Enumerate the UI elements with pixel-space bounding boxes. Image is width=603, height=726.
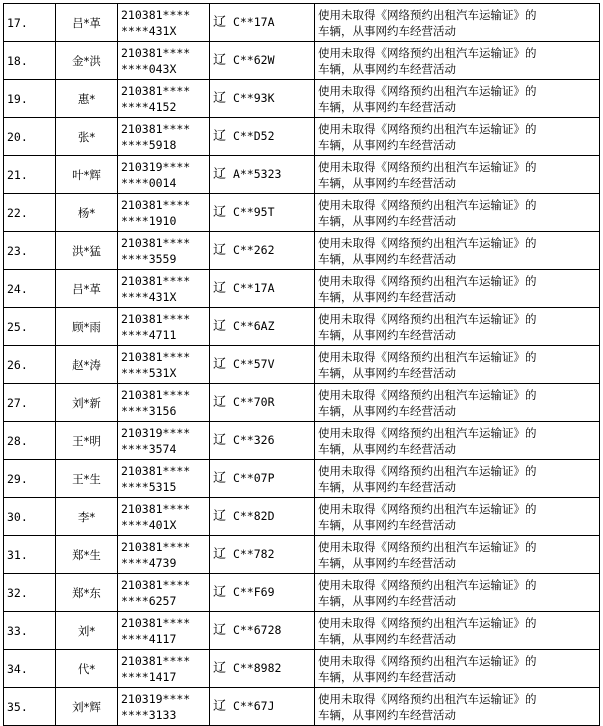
violation-reason-line1: 使用未取得《网络预约出租汽车运输证》的 (318, 349, 537, 364)
person-name: 郑*生 (56, 536, 118, 574)
id-number-cell (118, 232, 210, 270)
plate-cell (210, 156, 315, 194)
row-number: 35. (4, 688, 56, 726)
person-name: 刘* (56, 612, 118, 650)
violation-reason-line2: 车辆，从事网约车经营活动 (318, 99, 456, 114)
plate-number: C**D52 (232, 129, 275, 143)
id-number-line2: ****5918 (121, 137, 177, 152)
violation-reason-line2: 车辆，从事网约车经营活动 (318, 669, 456, 684)
records-table-body (4, 4, 600, 726)
violation-reason-cell (315, 232, 600, 270)
violation-reason-cell (315, 42, 600, 80)
table-row (4, 460, 600, 498)
violation-reason-cell (315, 270, 600, 308)
id-number-line2: ****0014 (121, 175, 177, 190)
person-name: 刘*新 (56, 384, 118, 422)
violation-reason-line2: 车辆，从事网约车经营活动 (318, 631, 456, 646)
id-number-line2: ****4117 (121, 631, 177, 646)
plate-cell (210, 612, 315, 650)
plate-province: 辽 (213, 53, 227, 68)
row-number: 17. (4, 4, 56, 42)
violation-reason-line2: 车辆，从事网约车经营活动 (318, 517, 456, 532)
table-row (4, 612, 600, 650)
plate-cell (210, 194, 315, 232)
row-number: 18. (4, 42, 56, 80)
violation-reason-line2: 车辆，从事网约车经营活动 (318, 593, 456, 608)
violation-reason-cell (315, 422, 600, 460)
violation-reason-line1: 使用未取得《网络预约出租汽车运输证》的 (318, 691, 537, 706)
violation-reason-line1: 使用未取得《网络预约出租汽车运输证》的 (318, 311, 537, 326)
person-name: 杨* (56, 194, 118, 232)
violation-reason-line1: 使用未取得《网络预约出租汽车运输证》的 (318, 7, 537, 22)
violation-reason-cell (315, 156, 600, 194)
row-number: 34. (4, 650, 56, 688)
violation-reason-line2: 车辆，从事网约车经营活动 (318, 61, 456, 76)
violation-reason-line1: 使用未取得《网络预约出租汽车运输证》的 (318, 273, 537, 288)
table-row (4, 688, 600, 726)
table-row (4, 574, 600, 612)
id-number-cell (118, 498, 210, 536)
plate-province: 辽 (213, 15, 227, 30)
table-row (4, 156, 600, 194)
violation-reason-cell (315, 536, 600, 574)
table-row (4, 422, 600, 460)
person-name: 李* (56, 498, 118, 536)
id-number-line2: ****3156 (121, 403, 177, 418)
table-row (4, 80, 600, 118)
violation-reason-cell (315, 650, 600, 688)
id-number-line2: ****4711 (121, 327, 177, 342)
violation-reason-cell (315, 4, 600, 42)
id-number-line1: 210381**** (121, 7, 191, 22)
plate-cell (210, 688, 315, 726)
id-number-line1: 210319**** (121, 159, 191, 174)
plate-province: 辽 (213, 91, 227, 106)
violation-reason-line1: 使用未取得《网络预约出租汽车运输证》的 (318, 463, 537, 478)
violation-reason-line1: 使用未取得《网络预约出租汽车运输证》的 (318, 425, 537, 440)
plate-province: 辽 (213, 547, 227, 562)
id-number-line1: 210381**** (121, 615, 191, 630)
row-number: 22. (4, 194, 56, 232)
table-row (4, 498, 600, 536)
violation-reason-cell (315, 612, 600, 650)
plate-cell (210, 650, 315, 688)
id-number-cell (118, 194, 210, 232)
id-number-line1: 210319**** (121, 425, 191, 440)
plate-number: C**67J (232, 699, 275, 713)
id-number-cell (118, 270, 210, 308)
row-number: 32. (4, 574, 56, 612)
plate-number: C**82D (232, 509, 275, 523)
id-number-cell (118, 650, 210, 688)
person-name: 顾*雨 (56, 308, 118, 346)
plate-province: 辽 (213, 319, 227, 334)
violation-reason-line1: 使用未取得《网络预约出租汽车运输证》的 (318, 159, 537, 174)
table-row (4, 118, 600, 156)
violation-reason-line1: 使用未取得《网络预约出租汽车运输证》的 (318, 387, 537, 402)
plate-province: 辽 (213, 243, 227, 258)
table-row (4, 42, 600, 80)
id-number-line2: ****4152 (121, 99, 177, 114)
plate-province: 辽 (213, 585, 227, 600)
id-number-cell (118, 80, 210, 118)
violation-reason-line1: 使用未取得《网络预约出租汽车运输证》的 (318, 121, 537, 136)
table-row (4, 536, 600, 574)
person-name: 刘*辉 (56, 688, 118, 726)
plate-province: 辽 (213, 281, 227, 296)
row-number: 31. (4, 536, 56, 574)
id-number-line1: 210381**** (121, 273, 191, 288)
person-name: 王*生 (56, 460, 118, 498)
violation-reason-cell (315, 194, 600, 232)
id-number-line1: 210381**** (121, 45, 191, 60)
id-number-cell (118, 4, 210, 42)
violation-reason-line2: 车辆，从事网约车经营活动 (318, 707, 456, 722)
violation-reason-line1: 使用未取得《网络预约出租汽车运输证》的 (318, 235, 537, 250)
violation-reason-line1: 使用未取得《网络预约出租汽车运输证》的 (318, 197, 537, 212)
plate-number: C**782 (232, 547, 275, 561)
plate-province: 辽 (213, 661, 227, 676)
table-row (4, 384, 600, 422)
table-row (4, 346, 600, 384)
id-number-line1: 210381**** (121, 235, 191, 250)
person-name: 张* (56, 118, 118, 156)
id-number-line1: 210381**** (121, 197, 191, 212)
violation-reason-cell (315, 308, 600, 346)
violation-reason-cell (315, 574, 600, 612)
person-name: 金*洪 (56, 42, 118, 80)
id-number-line2: ****3559 (121, 251, 177, 266)
violation-reason-line2: 车辆，从事网约车经营活动 (318, 137, 456, 152)
row-number: 20. (4, 118, 56, 156)
person-name: 洪*猛 (56, 232, 118, 270)
row-number: 28. (4, 422, 56, 460)
plate-cell (210, 384, 315, 422)
plate-number: C**17A (232, 15, 275, 29)
id-number-line2: ****1417 (121, 669, 177, 684)
id-number-cell (118, 42, 210, 80)
id-number-cell (118, 460, 210, 498)
plate-cell (210, 574, 315, 612)
id-number-line2: ****401X (121, 517, 177, 532)
violation-reason-cell (315, 80, 600, 118)
plate-province: 辽 (213, 129, 227, 144)
id-number-line1: 210381**** (121, 83, 191, 98)
id-number-cell (118, 422, 210, 460)
plate-number: A**5323 (232, 167, 282, 181)
plate-number: C**62W (232, 53, 275, 67)
id-number-line1: 210381**** (121, 387, 191, 402)
violation-reason-cell (315, 460, 600, 498)
row-number: 21. (4, 156, 56, 194)
id-number-line2: ****5315 (121, 479, 177, 494)
person-name: 郑*东 (56, 574, 118, 612)
violation-reason-line2: 车辆，从事网约车经营活动 (318, 555, 456, 570)
id-number-line2: ****3574 (121, 441, 177, 456)
row-number: 33. (4, 612, 56, 650)
id-number-line1: 210319**** (121, 691, 191, 706)
row-number: 25. (4, 308, 56, 346)
id-number-line1: 210381**** (121, 121, 191, 136)
violation-reason-line2: 车辆，从事网约车经营活动 (318, 213, 456, 228)
row-number: 24. (4, 270, 56, 308)
violation-reason-cell (315, 688, 600, 726)
plate-province: 辽 (213, 699, 227, 714)
row-number: 29. (4, 460, 56, 498)
violation-reason-cell (315, 384, 600, 422)
id-number-line2: ****043X (121, 61, 177, 76)
violation-reason-line1: 使用未取得《网络预约出租汽车运输证》的 (318, 577, 537, 592)
row-number: 27. (4, 384, 56, 422)
id-number-line2: ****1910 (121, 213, 177, 228)
table-row (4, 194, 600, 232)
violation-reason-line2: 车辆，从事网约车经营活动 (318, 403, 456, 418)
plate-number: C**57V (232, 357, 275, 371)
id-number-line2: ****4739 (121, 555, 177, 570)
plate-province: 辽 (213, 509, 227, 524)
table-row (4, 4, 600, 42)
person-name: 王*明 (56, 422, 118, 460)
plate-cell (210, 270, 315, 308)
plate-cell (210, 118, 315, 156)
id-number-line1: 210381**** (121, 501, 191, 516)
plate-cell (210, 232, 315, 270)
violation-reason-line1: 使用未取得《网络预约出租汽车运输证》的 (318, 83, 537, 98)
violation-reason-line2: 车辆，从事网约车经营活动 (318, 479, 456, 494)
id-number-cell (118, 308, 210, 346)
violation-reason-cell (315, 498, 600, 536)
records-table (3, 3, 600, 726)
table-row (4, 308, 600, 346)
violation-reason-line2: 车辆，从事网约车经营活动 (318, 175, 456, 190)
row-number: 19. (4, 80, 56, 118)
person-name: 叶*辉 (56, 156, 118, 194)
id-number-line1: 210381**** (121, 577, 191, 592)
person-name: 惠* (56, 80, 118, 118)
plate-cell (210, 80, 315, 118)
person-name: 吕*革 (56, 270, 118, 308)
violation-reason-line1: 使用未取得《网络预约出租汽车运输证》的 (318, 501, 537, 516)
person-name: 赵*涛 (56, 346, 118, 384)
plate-cell (210, 308, 315, 346)
table-row (4, 650, 600, 688)
plate-number: C**F69 (232, 585, 275, 599)
id-number-line1: 210381**** (121, 311, 191, 326)
row-number: 26. (4, 346, 56, 384)
violation-reason-line2: 车辆，从事网约车经营活动 (318, 441, 456, 456)
violation-reason-line1: 使用未取得《网络预约出租汽车运输证》的 (318, 539, 537, 554)
plate-province: 辽 (213, 623, 227, 638)
id-number-line2: ****6257 (121, 593, 177, 608)
id-number-line2: ****431X (121, 289, 177, 304)
violation-reason-cell (315, 118, 600, 156)
id-number-cell (118, 574, 210, 612)
violation-reason-cell (315, 346, 600, 384)
id-number-cell (118, 118, 210, 156)
plate-cell (210, 498, 315, 536)
id-number-line1: 210381**** (121, 653, 191, 668)
violation-reason-line2: 车辆，从事网约车经营活动 (318, 365, 456, 380)
violation-reason-line1: 使用未取得《网络预约出租汽车运输证》的 (318, 45, 537, 60)
violation-reason-line2: 车辆，从事网约车经营活动 (318, 23, 456, 38)
violation-reason-line2: 车辆，从事网约车经营活动 (318, 289, 456, 304)
plate-province: 辽 (213, 395, 227, 410)
id-number-line1: 210381**** (121, 463, 191, 478)
id-number-cell (118, 384, 210, 422)
plate-province: 辽 (213, 167, 227, 182)
violation-reason-line2: 车辆，从事网约车经营活动 (318, 251, 456, 266)
id-number-cell (118, 346, 210, 384)
plate-cell (210, 346, 315, 384)
plate-cell (210, 4, 315, 42)
plate-cell (210, 460, 315, 498)
id-number-cell (118, 612, 210, 650)
plate-number: C**6AZ (232, 319, 275, 333)
plate-province: 辽 (213, 205, 227, 220)
row-number: 23. (4, 232, 56, 270)
plate-number: C**262 (232, 243, 275, 257)
plate-number: C**17A (232, 281, 275, 295)
id-number-cell (118, 536, 210, 574)
plate-number: C**8982 (232, 661, 282, 675)
violation-reason-line2: 车辆，从事网约车经营活动 (318, 327, 456, 342)
violation-reason-line1: 使用未取得《网络预约出租汽车运输证》的 (318, 615, 537, 630)
id-number-cell (118, 688, 210, 726)
plate-province: 辽 (213, 471, 227, 486)
id-number-line1: 210381**** (121, 349, 191, 364)
violation-reason-line1: 使用未取得《网络预约出租汽车运输证》的 (318, 653, 537, 668)
plate-cell (210, 42, 315, 80)
id-number-line2: ****531X (121, 365, 177, 380)
id-number-cell (118, 156, 210, 194)
person-name: 吕*革 (56, 4, 118, 42)
plate-number: C**6728 (232, 623, 282, 637)
id-number-line1: 210381**** (121, 539, 191, 554)
plate-number: C**95T (232, 205, 275, 219)
plate-province: 辽 (213, 357, 227, 372)
table-row (4, 232, 600, 270)
plate-province: 辽 (213, 433, 227, 448)
plate-number: C**70R (232, 395, 275, 409)
row-number: 30. (4, 498, 56, 536)
plate-cell (210, 536, 315, 574)
table-row (4, 270, 600, 308)
plate-cell (210, 422, 315, 460)
person-name: 代* (56, 650, 118, 688)
id-number-line2: ****3133 (121, 707, 177, 722)
plate-number: C**93K (232, 91, 275, 105)
plate-number: C**326 (232, 433, 275, 447)
id-number-line2: ****431X (121, 23, 177, 38)
plate-number: C**07P (232, 471, 275, 485)
